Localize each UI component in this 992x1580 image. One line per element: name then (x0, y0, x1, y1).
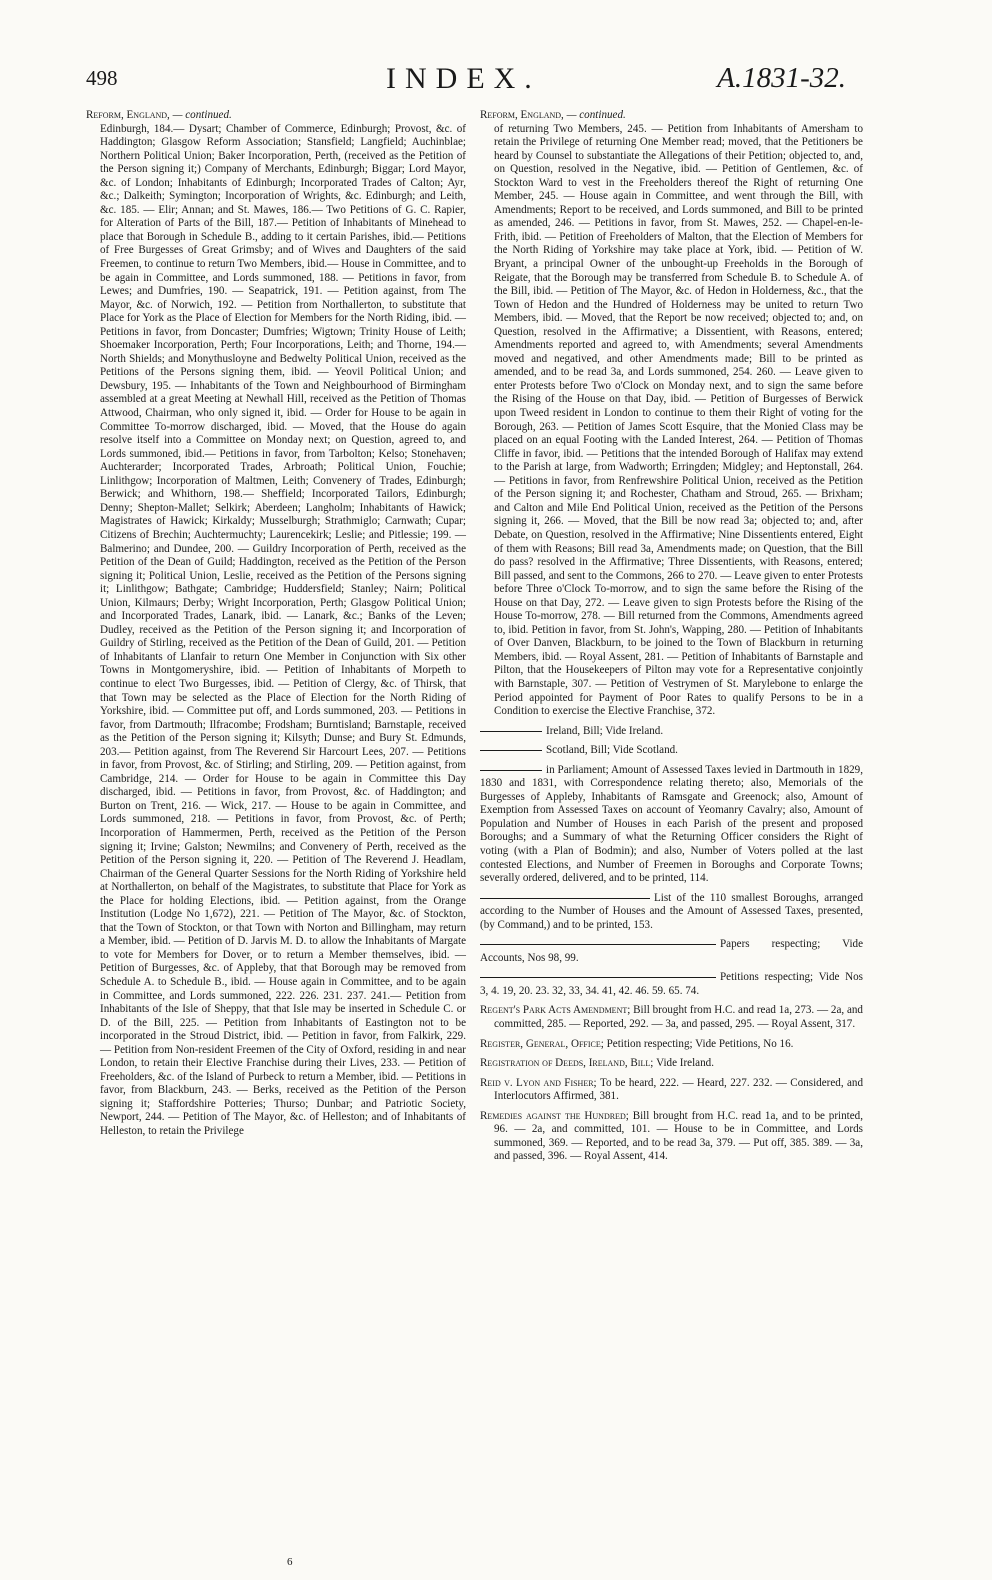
entry-text: Petition respecting; Vide Petitions, No 16. (606, 1037, 794, 1050)
index-entries (480, 123, 863, 1164)
entry-text: Petitions respecting; Vide Nos 3, 4. 19, 20. 23. 32, 33, 34. 41, 42. 46. 59. 65. 74. (480, 971, 863, 997)
entry-text: of returning Two Members, 245. — Petition from Inhabitants of Amersham to retain the Privilege of returning One Member read; moved, that the Petitioners be heard by Counsel to substantiate the Allegations of their Petition; objected to, and, on Question, resolved in the Negative, ibid. — Petition of Gentlemen, &c. of Stockton Ward to vest in the Freeholders thereof the Right of returning One Member, 245. — House again in Committee, and went through the Bill, with Amendments; Report to be received, and Lords summoned, and Bill to be printed as amended, 246. — Petitions in favor, from St. Mawes, 252. — Chapel-en-le-Frith, ibid. — Petition of Freeholders of Malton, that the Election of Members for the North Riding of Yorkshire may take place at York, ibid. — Petition of W. Bryant, a principal Owner of the unbought-up Freeholds in the Borough of Reigate, that the Borough may be transferred from Schedule B. to Schedule A. of the Bill, ibid. — Petition of The Mayor, &c. of Hedon in Holderness, &c., that the Town of Hedon and the Hundred of Holderness may be united to return Two Members, ibid. — Moved, that the Report be now received; objected to; and, on Question, resolved in the Affirmative; a Dissentient, with Reasons, entered; Amendments reported and agreed to, with Amendments; several Amendments moved and negatived, and other Amendments made; Bill to be printed as amended, and to be read 3a, and Lords summoned, 254. 260. — Leave given to enter Protests before Two o'Clock on Monday next, and to sign the same before the Rising of the House on that Day, ibid. — Petition of Burgesses of Berwick upon Tweed resident in London to continue to them their Right of voting for the Borough, 263. — Petition of James Scott Esquire, that the Monied Class may be placed on an equal Footing with the Landed Interest, 264. — Petition of Thomas Cliffe in favor, ibid. — Petitions that the intended Borough of Halifax may extend to the Parish at large, from Wadworth; Erringden; Midgley; and Heptonstall, 264. — Petitions in favor, from Renfrewshire Political Union, received as the Petition of the Person signing it; and Rochester, Chatham and Stroud, 265. — Brixham; and Calton and Mile End Political Union, received as the Petition of the Persons signing it, 266. — Moved, that the Bill be now read 3a; objected to; and, after Debate, on Question, resolved in the Affirmative; Nine Dissentients entered, Eight of them with Reasons; Bill read 3a, Amendments made; on Question, that the Bill do pass? resolved in the Affirmative; Three Dissentients, with Reasons, entered; Bill passed, and sent to the Commons, 266 to 270. — Leave given to enter Protests before Three o'Clock To-morrow, and to sign the same before the Rising of the House on that Day, 272. — Leave given to sign Protests before the Rising of the House To-morrow, 278. — Bill returned from the Commons, Amendments agreed to, ibid. Petition in favor, from St. John's, Wapping, 280. — Petition of Inhabitants of Over Danven, Blackburn, to be joined to the Town of Blackburn in returning Members, ibid. — Royal Assent, 281. — Petition of Inhabitants of Barnstaple and Pilton, that the Housekeepers of Pilton may vote for a Representative conjointly with Barnstaple, 307. — Petition of Vestrymen of St. Marylebone to enlarge the Period appointed for Payment of Poor Rates to qualify Persons to be in a Condition to exercise the Elective Franchise, 372. (494, 122, 863, 718)
page-number: 498 (86, 66, 118, 90)
ditto-rule (480, 750, 542, 751)
index-entry (480, 1057, 863, 1071)
sub-entry (480, 744, 863, 758)
index-entry (480, 1038, 863, 1052)
page-title: INDEX. (386, 62, 541, 95)
entry-text: Scotland, Bill; Vide Scotland. (546, 744, 678, 757)
signature-mark: 6 (287, 1556, 293, 1568)
entry-text: Bill brought from H.C. and read 1a, 273. — 2a, and committed, 285. — Reported, 292. — 3a, and passed, 295. — Royal Assent, 317. (494, 1004, 863, 1030)
section-heading: Reform, England, (86, 109, 170, 121)
entry-heading: Reid v. Lyon and Fisher; (480, 1076, 601, 1089)
section-heading: Reform, England, (480, 109, 564, 121)
sub-entry (480, 971, 863, 998)
entry-heading: Register, General, Office; (480, 1037, 607, 1050)
ditto-rule (480, 944, 716, 945)
right-running-heading (480, 109, 863, 123)
entry-text: Vide Ireland. (656, 1057, 714, 1070)
entry-text: Bill brought from H.C. read 1a, and to be printed, 96. — 2a, and committed, 101. — House to be in Committee, and Lords summoned, 369. — Reported, and to be read 3a, 379. — Put off, 385. 389. — 3a, and passed, 396. — Royal Assent, 414. (494, 1109, 863, 1163)
left-running-heading (86, 109, 466, 123)
ditto-rule (480, 731, 542, 732)
entry-text: To be heard, 222. — Heard, 227. 232. — Considered, and Interlocutors Affirmed, 381. (494, 1076, 863, 1103)
index-entry (480, 123, 863, 719)
sub-entry (480, 764, 863, 886)
ditto-rule (480, 770, 542, 771)
entry-text: in Parliament; Amount of Assessed Taxes levied in Dartmouth in 1829, 1830 and 1831, with Correspondence relating thereto; also, Memorials of the Burgesses of Appleby, Inhabitants of Ramsgate and Greenock; also, Amount of Exemption from Assessed Taxes on account of Yeomanry Cavalry; also, Amount of Population and Number of Houses in each Parish of the present and proposed Boroughs; and a Summary of what the Returning Officer considers the Right of voting (with a Plan of Bodmin); and also, Number of Voters polled at the last contested Elections, and Number of Freemen in Boroughs and Corporate Towns; severally ordered, delivered, and to be printed, 114. (480, 763, 863, 885)
continued-label: — continued. (172, 109, 232, 121)
right-column (480, 109, 863, 1164)
index-entry (480, 1077, 863, 1104)
sub-entry (480, 725, 863, 739)
left-column-text: Edinburgh, 184.— Dysart; Chamber of Commerce, Edinburgh; Provost, &c. of Haddington; Glasgow Reform Association; Stansfield; Langfield; Auchinblae; Northern Political Union; Baker Incorporation, Perth, (received as the Petition of the Person signing it;) Company of Merchants, Edinburgh; Biggar; Lord Mayor, &c. of London; Inhabitants of Edinburgh; Incorporated Trades of Calton; Ayr, &c.; Dalkeith; Symington; Incorporation of Wrights, &c. Edinburgh; and Leith, &c. 185. — Elir; Annan; and St. Mawes, 186.— Two Petitions of G. C. Rapier, for Alteration of Parts of the Bill, 187.— Petition of Inhabitants of Minehead to place that Borough in Schedule B., adding to it certain Parishes, ibid.— Petitions of Free Burgesses of Great Grimsby; and of Wives and Daughters of the said Freemen, to continue to return Two Members, ibid.— House in Committee, and to be again in Committee, and Lords summoned, 188. — Petitions in favor, from Lewes; and Dumfries, 190. — Seapatrick, 191. — Petition against, from The Mayor, &c. of Norwich, 192. — Petition from Northallerton, to substitute that Place for York as the Place of Election for Members for the North Riding, ibid. — Petitions in favor, from Doncaster; Dumfries; Wigtown; Trinity House of Leith; Shoemaker Incorporation, Perth; Four Incorporations, Leith; and Thorne, 194.— North Shields; and Monythusloyne and Bedwelty Political Union, received as the Petitions of the Persons signing them, ibid. — Yeovil Political Union; and Dewsbury, 195. — Inhabitants of the Town and Neighbourhood of Birmingham assembled at a great Meeting at Newhall Hill, received as the Petition of Thomas Attwood, Chairman, who only signed it, ibid. — Order for House to be again in Committee To-morrow discharged, ibid. — Moved, that the House do again resolve itself into a Committee on Monday next; on Question, agreed to, and Lords summoned, ibid.— Petitions in favor, from Tarbolton; Kelso; Stonehaven; Auchterarder; Incorporated Trades, Arbroath; Political Union, Fouchie; Linlithgow; Incorporation of Maltmen, Leith; Convenery of Trades, Edinburgh; Berwick; and Whithorn, 198.— Sheffield; Incorporated Tailors, Edinburgh; Denny; Shepton-Mallet; Selkirk; Aberdeen; Langholm; Inhabitants of Hawick; Magistrates of Hawick; Kirkaldy; Musselburgh; Strathmiglo; Carnwath; Cupar; Citizens of Brechin; Auchtermuchty; Laurencekirk; Leslie; and Pitlessie; 199. — Balmerino; and Dundee, 200. — Guildry Incorporation of Perth, received as the Petition of the Dean of Guild; Haddington, received as the Petition of the Person signing it; Political Union, Leslie, received as the Petition of the Persons signing it; Linlithgow; Bathgate; Cambridge; Huddersfield; Stanley; Nairn; Political Union, Kilmaurs; Derby; Wright Incorporation, Perth; Glasgow Political Union; and Incorporated Trades, Lanark, ibid. — Lanark, &c.; Banks of the Leven; Dudley, received as the Petition of the Person signing it; and Incorporation of Guildry of Stirling, received as the Petition of the Dean of Guild, 201. — Petition of Inhabitants of Llanfair to return One Member in Conjunction with Six other Towns in Montgomeryshire, ibid. — Petition of Inhabitants of Morpeth to continue to elect Two Burgesses, ibid. — Petition of Clergy, &c. of Thirsk, that that Town may be selected as the Place of Election for the North Riding of Yorkshire, ibid. — Committee put off, and Lords summoned, 203. — Petitions in favor, from Dartmouth; Ilfracombe; Frodsham; Burntisland; Barnstaple, received as the Petition of the Person signing it; Kilsyth; Dunse; and Bury St. Edmunds, 203.— Petition against, from The Reverend Sir Harcourt Lees, 207. — Petitions in favor, from Provost, &c. of Stirling; and Stirling, 209. — Petition against, from Cambridge, 214. — Order for House to be again in Committee this Day discharged, ibid. — Petitions in favor, from Provost, &c. of Haddington; and Burton on Trent, 216. — Wick, 217. — House to be again in Committee, and Lords summoned, 218. — Petitions in favor, from Provost, &c. of Perth; Incorporation of Hammermen, Perth, received as the Petition of the Person signing it; Irvine; Galston; Newmilns; and Convenery of Perth, received as the Petition of the Person signing it, 220. — Petition of The Reverend J. Headlam, Chairman of the General Quarter Sessions for the North Riding of Yorkshire held at Northallerton, on behalf of the Magistrates, to substitute that Place for York as the Place for holding Elections, ibid. — Petition against, from the Orange Institution (Lodge No 1,672), 221. — Petition of The Mayor, &c. of Stockton, that the Town of Stockton, or that Town with Norton and Billingham, may return a Member, ibid. — Petition of D. Jarvis M. D. to allow the Inhabitants of Margate to vote for Members for Dover, or to return a Member themselves, ibid. — Petition of Burgesses, &c. of Appleby, that that Borough may be removed from Schedule A. to Schedule B., ibid. — House again in Committee, and to be again in Committee, and Lords summoned, 222. 226. 231. 237. 241.— Petition from Inhabitants of the Isle of Sheppy, that that Isle may be inserted in Schedule C. or D. of the Bill, 225. — Petition from Inhabitants of Eastington not to be incorporated in the Stroud District, ibid. — Petition in favor, from Falkirk, 229. — Petition from Non-resident Freemen of the City of Oxford, residing in and near London, to retain their Elective Franchise during their Lives, 233. — Petition of Freeholders, &c. of the Island of Purbeck to return a Member, ibid. — Petitions in favor, from Blackburn, 243. — Berks, received as the Petition of the Person signing it; Staffordshire Potteries; Thurso; Dunbar; and Patriotic Society, Newport, 244. — Petition of The Mayor, &c. of Helleston; and of Inhabitants of Helleston, to retain the Privilege (100, 122, 466, 1138)
index-entry (480, 1110, 863, 1164)
sub-entry (480, 938, 863, 965)
page-header (86, 62, 846, 106)
ditto-rule (480, 898, 650, 899)
entry-heading: Registration of Deeds, Ireland, Bill; (480, 1057, 657, 1070)
entry-text: Papers respecting; Vide Accounts, Nos 98, 99. (480, 938, 863, 964)
index-entry (480, 1004, 863, 1031)
entry-heading: Remedies against the Hundred; (480, 1109, 633, 1122)
left-column (86, 109, 466, 1139)
entry-heading: Regent's Park Acts Amendment; (480, 1004, 634, 1017)
sub-entry (480, 892, 863, 933)
continued-label: — continued. (566, 109, 626, 121)
session-year: A.1831-32. (717, 62, 846, 94)
entry-text: Ireland, Bill; Vide Ireland. (546, 724, 664, 737)
entry-text: List of the 110 smallest Boroughs, arranged according to the Number of Houses and the Amount of Assessed Taxes, presented, (by Command,) and to be printed, 153. (480, 891, 863, 931)
ditto-rule (480, 977, 716, 978)
